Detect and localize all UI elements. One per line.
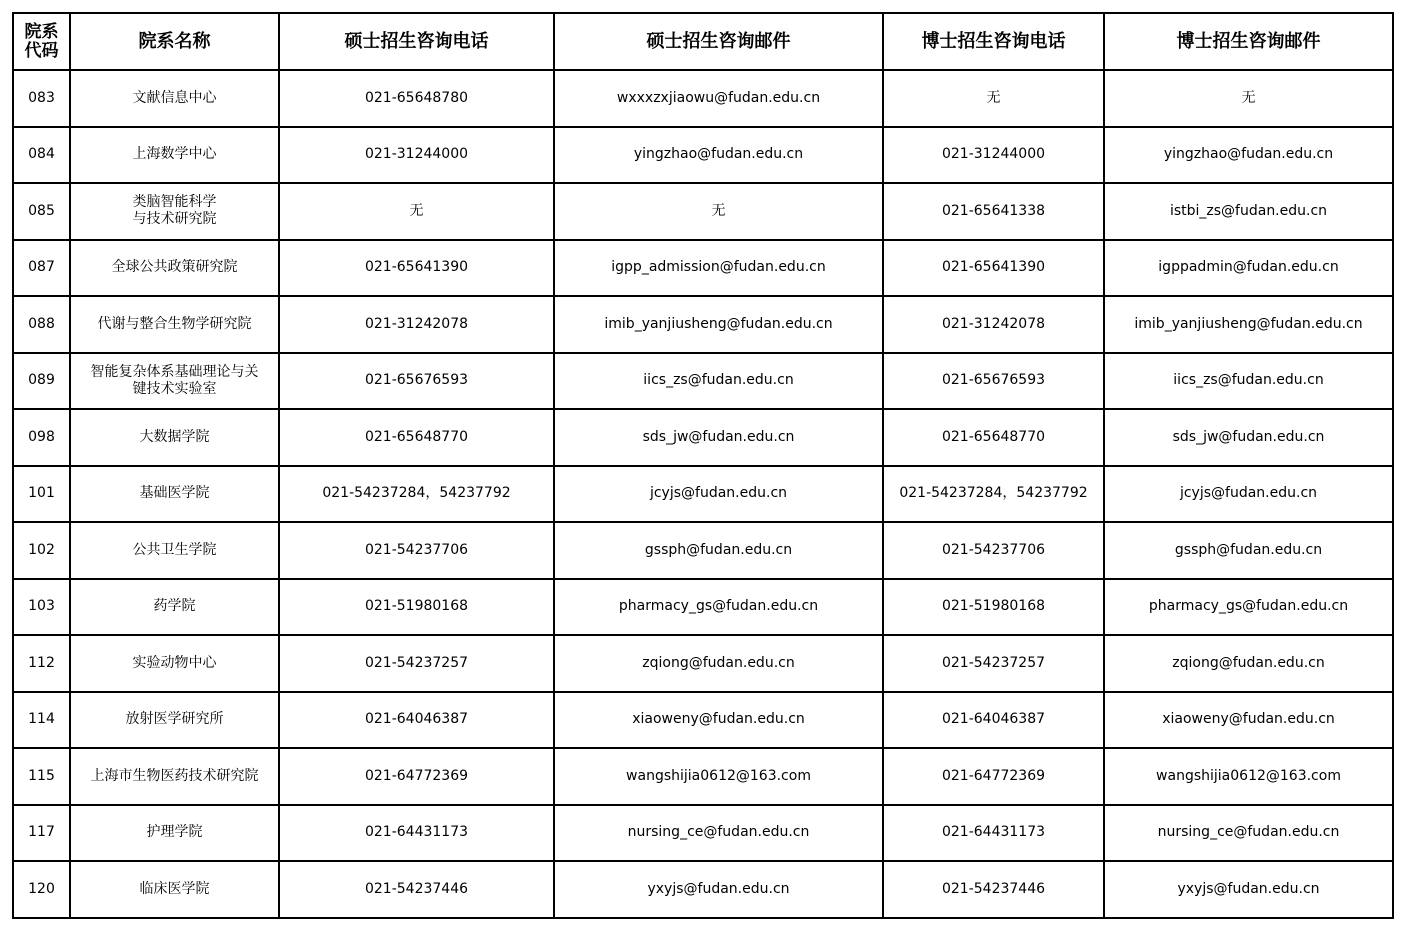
master-phone-cell: 021-64046387 xyxy=(279,692,554,749)
master-email-cell: nursing_ce@fudan.edu.cn xyxy=(554,805,883,862)
dept-name-cell: 基础医学院 xyxy=(70,466,279,523)
master-email-cell: imib_yanjiusheng@fudan.edu.cn xyxy=(554,296,883,353)
phd-phone-cell: 021-31242078 xyxy=(883,296,1104,353)
contact-table-container xyxy=(12,12,1394,919)
dept-code-cell: 085 xyxy=(13,183,70,240)
phd-email-cell: nursing_ce@fudan.edu.cn xyxy=(1104,805,1393,862)
dept-code-cell: 112 xyxy=(13,635,70,692)
table-row xyxy=(13,635,1393,692)
master-phone-cell: 021-31242078 xyxy=(279,296,554,353)
master-email-cell: wangshijia0612@163.com xyxy=(554,748,883,805)
header-dept-name: 院系名称 xyxy=(70,13,279,70)
table-row xyxy=(13,183,1393,240)
phd-email-cell: pharmacy_gs@fudan.edu.cn xyxy=(1104,579,1393,636)
master-email-cell: zqiong@fudan.edu.cn xyxy=(554,635,883,692)
master-email-cell: sds_jw@fudan.edu.cn xyxy=(554,409,883,466)
master-email-cell: 无 xyxy=(554,183,883,240)
master-phone-cell: 021-65676593 xyxy=(279,353,554,410)
phd-email-cell: yingzhao@fudan.edu.cn xyxy=(1104,127,1393,184)
master-phone-cell: 021-31244000 xyxy=(279,127,554,184)
table-row xyxy=(13,353,1393,410)
master-phone-cell: 021-65648770 xyxy=(279,409,554,466)
master-email-cell: iics_zs@fudan.edu.cn xyxy=(554,353,883,410)
table-row xyxy=(13,296,1393,353)
phd-email-cell: 无 xyxy=(1104,70,1393,127)
phd-email-cell: sds_jw@fudan.edu.cn xyxy=(1104,409,1393,466)
header-phd-phone: 博士招生咨询电话 xyxy=(883,13,1104,70)
table-row xyxy=(13,861,1393,918)
master-phone-cell: 021-65648780 xyxy=(279,70,554,127)
phd-phone-cell: 021-54237284，54237792 xyxy=(883,466,1104,523)
master-email-cell: wxxxzxjiaowu@fudan.edu.cn xyxy=(554,70,883,127)
phd-email-cell: imib_yanjiusheng@fudan.edu.cn xyxy=(1104,296,1393,353)
phd-email-cell: xiaoweny@fudan.edu.cn xyxy=(1104,692,1393,749)
phd-email-cell: iics_zs@fudan.edu.cn xyxy=(1104,353,1393,410)
master-email-cell: jcyjs@fudan.edu.cn xyxy=(554,466,883,523)
master-email-cell: gssph@fudan.edu.cn xyxy=(554,522,883,579)
master-email-cell: yxyjs@fudan.edu.cn xyxy=(554,861,883,918)
phd-phone-cell: 021-65648770 xyxy=(883,409,1104,466)
table-row xyxy=(13,127,1393,184)
dept-code-cell: 088 xyxy=(13,296,70,353)
table-row xyxy=(13,748,1393,805)
phd-phone-cell: 021-54237446 xyxy=(883,861,1104,918)
dept-name-cell: 全球公共政策研究院 xyxy=(70,240,279,297)
dept-name-cell: 上海数学中心 xyxy=(70,127,279,184)
dept-name-cell: 代谢与整合生物学研究院 xyxy=(70,296,279,353)
dept-name-cell: 临床医学院 xyxy=(70,861,279,918)
phd-email-cell: zqiong@fudan.edu.cn xyxy=(1104,635,1393,692)
master-phone-cell: 021-64431173 xyxy=(279,805,554,862)
phd-email-cell: wangshijia0612@163.com xyxy=(1104,748,1393,805)
phd-email-cell: jcyjs@fudan.edu.cn xyxy=(1104,466,1393,523)
master-phone-cell: 021-54237257 xyxy=(279,635,554,692)
phd-email-cell: yxyjs@fudan.edu.cn xyxy=(1104,861,1393,918)
table-row xyxy=(13,579,1393,636)
dept-name-cell: 类脑智能科学 与技术研究院 xyxy=(70,183,279,240)
phd-email-cell: gssph@fudan.edu.cn xyxy=(1104,522,1393,579)
phd-phone-cell: 021-64431173 xyxy=(883,805,1104,862)
dept-name-cell: 上海市生物医药技术研究院 xyxy=(70,748,279,805)
dept-name-cell: 公共卫生学院 xyxy=(70,522,279,579)
dept-name-cell: 护理学院 xyxy=(70,805,279,862)
phd-email-cell: istbi_zs@fudan.edu.cn xyxy=(1104,183,1393,240)
table-body xyxy=(13,70,1393,918)
master-email-cell: igpp_admission@fudan.edu.cn xyxy=(554,240,883,297)
header-phd-email: 博士招生咨询邮件 xyxy=(1104,13,1393,70)
dept-code-cell: 083 xyxy=(13,70,70,127)
master-email-cell: xiaoweny@fudan.edu.cn xyxy=(554,692,883,749)
dept-code-cell: 114 xyxy=(13,692,70,749)
phd-email-cell: igppadmin@fudan.edu.cn xyxy=(1104,240,1393,297)
dept-code-cell: 102 xyxy=(13,522,70,579)
dept-code-cell: 098 xyxy=(13,409,70,466)
dept-name-cell: 放射医学研究所 xyxy=(70,692,279,749)
dept-code-cell: 084 xyxy=(13,127,70,184)
table-row xyxy=(13,70,1393,127)
phd-phone-cell: 021-65641390 xyxy=(883,240,1104,297)
phd-phone-cell: 021-65641338 xyxy=(883,183,1104,240)
dept-code-cell: 087 xyxy=(13,240,70,297)
phd-phone-cell: 021-51980168 xyxy=(883,579,1104,636)
table-row xyxy=(13,522,1393,579)
master-phone-cell: 无 xyxy=(279,183,554,240)
dept-code-cell: 115 xyxy=(13,748,70,805)
phd-phone-cell: 021-31244000 xyxy=(883,127,1104,184)
table-row xyxy=(13,409,1393,466)
dept-name-cell: 文献信息中心 xyxy=(70,70,279,127)
dept-code-cell: 089 xyxy=(13,353,70,410)
dept-name-cell: 大数据学院 xyxy=(70,409,279,466)
master-phone-cell: 021-54237446 xyxy=(279,861,554,918)
master-email-cell: yingzhao@fudan.edu.cn xyxy=(554,127,883,184)
header-master-phone: 硕士招生咨询电话 xyxy=(279,13,554,70)
header-master-email: 硕士招生咨询邮件 xyxy=(554,13,883,70)
admissions-contact-table xyxy=(12,12,1394,919)
dept-code-cell: 103 xyxy=(13,579,70,636)
phd-phone-cell: 021-54237257 xyxy=(883,635,1104,692)
dept-code-cell: 101 xyxy=(13,466,70,523)
dept-code-cell: 117 xyxy=(13,805,70,862)
table-header-row xyxy=(13,13,1393,70)
phd-phone-cell: 无 xyxy=(883,70,1104,127)
dept-name-cell: 智能复杂体系基础理论与关 键技术实验室 xyxy=(70,353,279,410)
master-phone-cell: 021-51980168 xyxy=(279,579,554,636)
master-phone-cell: 021-65641390 xyxy=(279,240,554,297)
phd-phone-cell: 021-54237706 xyxy=(883,522,1104,579)
phd-phone-cell: 021-64046387 xyxy=(883,692,1104,749)
dept-name-cell: 实验动物中心 xyxy=(70,635,279,692)
master-email-cell: pharmacy_gs@fudan.edu.cn xyxy=(554,579,883,636)
dept-name-cell: 药学院 xyxy=(70,579,279,636)
master-phone-cell: 021-54237706 xyxy=(279,522,554,579)
table-row xyxy=(13,240,1393,297)
table-row xyxy=(13,805,1393,862)
phd-phone-cell: 021-64772369 xyxy=(883,748,1104,805)
master-phone-cell: 021-64772369 xyxy=(279,748,554,805)
table-row xyxy=(13,466,1393,523)
phd-phone-cell: 021-65676593 xyxy=(883,353,1104,410)
master-phone-cell: 021-54237284，54237792 xyxy=(279,466,554,523)
header-dept-code: 院系 代码 xyxy=(13,13,70,70)
table-row xyxy=(13,692,1393,749)
dept-code-cell: 120 xyxy=(13,861,70,918)
